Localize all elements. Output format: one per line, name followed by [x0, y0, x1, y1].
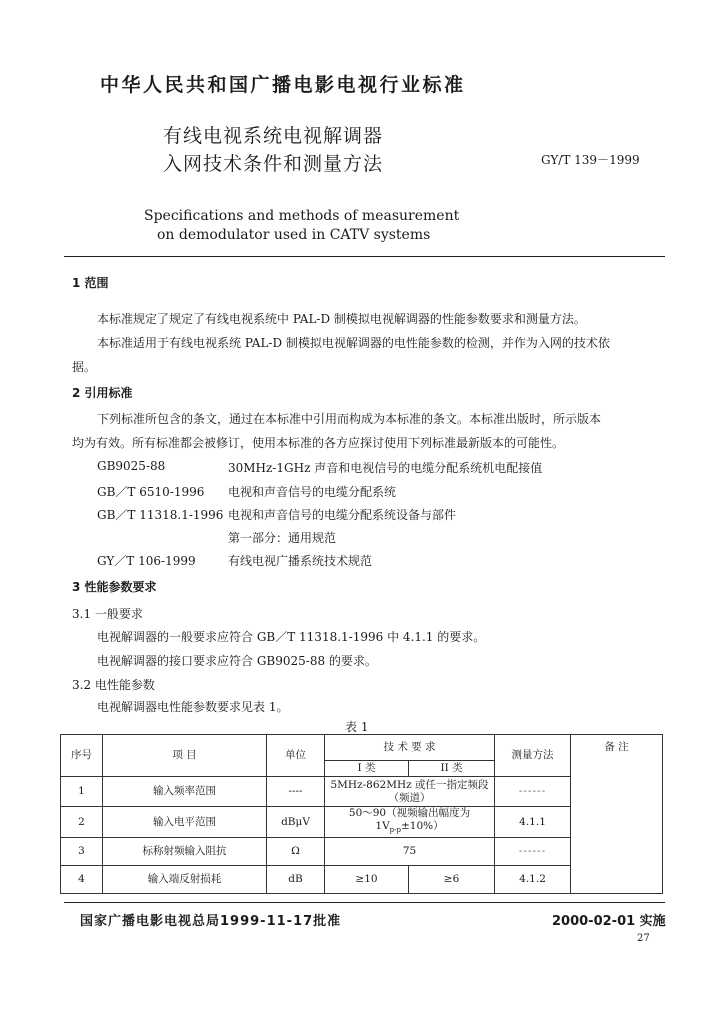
- row-item: 标称射频输入阻抗: [103, 838, 267, 866]
- row-method: ------: [495, 777, 571, 807]
- section-2-paragraph-line-1: 下列标准所包含的条文，通过在本标准中引用而构成为本标准的条文。本标准出版时，所示版本: [97, 412, 602, 426]
- class-1-header: I 类: [325, 761, 409, 777]
- footer-divider: [64, 902, 665, 903]
- table-header-row: [61, 735, 663, 761]
- section-2-paragraph-line-2: 均为有效。所有标准都会被修订，使用本标准的各方应探讨使用下列标准最新版本的可能性。: [72, 436, 565, 450]
- row-unit: dBμV: [267, 807, 325, 838]
- requirement-line-2: [327, 820, 492, 837]
- reference-code: GY／T 106-1999: [97, 554, 196, 568]
- english-title-line-1: Specifications and methods of measurement: [144, 208, 460, 224]
- row-unit: ----: [267, 777, 325, 807]
- standard-code: GY/T 139－1999: [541, 153, 640, 167]
- reference-code: GB／T 11318.1-1996: [97, 508, 224, 522]
- header-item: 项 目: [103, 735, 267, 777]
- table-caption: 表 1: [345, 720, 369, 734]
- row-requirement: 75: [325, 838, 495, 866]
- header-remark: 备 注: [571, 735, 663, 894]
- english-title-line-2: on demodulator used in CATV systems: [157, 227, 431, 243]
- performance-table: [60, 734, 663, 894]
- row-item: 输入频率范围: [103, 777, 267, 807]
- section-3-heading: 3 性能参数要求: [72, 580, 157, 594]
- requirement-line-2: （频道）: [388, 791, 431, 804]
- section-1-heading: 1 范围: [72, 276, 109, 290]
- row-requirement-class-2: ≥6: [409, 866, 495, 894]
- row-item: 输入电平范围: [103, 807, 267, 838]
- section-3-2-heading: 3.2 电性能参数: [72, 678, 155, 692]
- requirement-tolerance: ±10%）: [400, 820, 444, 832]
- section-2-heading: 2 引用标准: [72, 386, 133, 400]
- row-requirement: [325, 777, 495, 807]
- chinese-title-line-2: 入网技术条件和测量方法: [163, 153, 384, 175]
- header-requirement: 技 术 要 求: [325, 735, 495, 761]
- row-no: 2: [61, 807, 103, 838]
- class-2-header: II 类: [409, 761, 495, 777]
- row-no: 3: [61, 838, 103, 866]
- row-method: 4.1.1: [495, 807, 571, 838]
- chinese-title-line-1: 有线电视系统电视解调器: [163, 125, 384, 147]
- row-requirement-class-1: ≥10: [325, 866, 409, 894]
- row-item: 输入端反射损耗: [103, 866, 267, 894]
- row-requirement: [325, 807, 495, 838]
- requirement-subscript: p-p: [389, 826, 401, 835]
- row-method: 4.1.2: [495, 866, 571, 894]
- reference-title: 电视和声音信号的电缆分配系统: [228, 485, 397, 499]
- reference-title-continuation: 第一部分：通用规范: [228, 531, 337, 545]
- section-3-2-line-1: 电视解调器电性能参数要求见表 1。: [97, 700, 289, 714]
- section-1-paragraph-2-line-2: 据。: [72, 360, 97, 374]
- reference-title: 有线电视广播系统技术规范: [228, 554, 373, 568]
- header-divider: [64, 256, 665, 257]
- section-1-paragraph-2-line-1: 本标准适用于有线电视系统 PAL-D 制模拟电视解调器的电性能参数的检测，并作为入网的技术依: [97, 336, 610, 350]
- header-method: 测量方法: [495, 735, 571, 777]
- approval-statement: 国家广播电影电视总局1999-11-17批准: [80, 914, 342, 929]
- reference-code: GB9025-88: [97, 459, 166, 473]
- reference-code: GB／T 6510-1996: [97, 485, 205, 499]
- reference-title: 电视和声音信号的电缆分配系统设备与部件: [228, 508, 457, 522]
- header-unit: 单位: [267, 735, 325, 777]
- section-3-1-line-1: 电视解调器的一般要求应符合 GB／T 11318.1-1996 中 4.1.1 的要求。: [97, 630, 486, 644]
- standard-category: 中华人民共和国广播电影电视行业标准: [100, 74, 466, 96]
- section-3-1-line-2: 电视解调器的接口要求应符合 GB9025-88 的要求。: [97, 654, 377, 668]
- row-unit: Ω: [267, 838, 325, 866]
- page-number: 27: [637, 933, 650, 944]
- row-no: 1: [61, 777, 103, 807]
- row-method: ------: [495, 838, 571, 866]
- row-unit: dB: [267, 866, 325, 894]
- requirement-line-1: 5MHz-862MHz 或任一指定频段: [330, 778, 489, 791]
- implementation-date: 2000-02-01 实施: [552, 914, 666, 929]
- row-no: 4: [61, 866, 103, 894]
- section-1-paragraph-1: 本标准规定了规定了有线电视系统中 PAL-D 制模拟电视解调器的性能参数要求和测量方法。: [97, 312, 586, 326]
- section-3-1-heading: 3.1 一般要求: [72, 607, 143, 621]
- header-no: 序号: [61, 735, 103, 777]
- requirement-line-1: 50～90（视频输出幅度为: [348, 807, 471, 819]
- requirement-value: 1V: [375, 820, 390, 832]
- reference-title: 30MHz-1GHz 声音和电视信号的电缆分配系统机电配接值: [228, 461, 543, 475]
